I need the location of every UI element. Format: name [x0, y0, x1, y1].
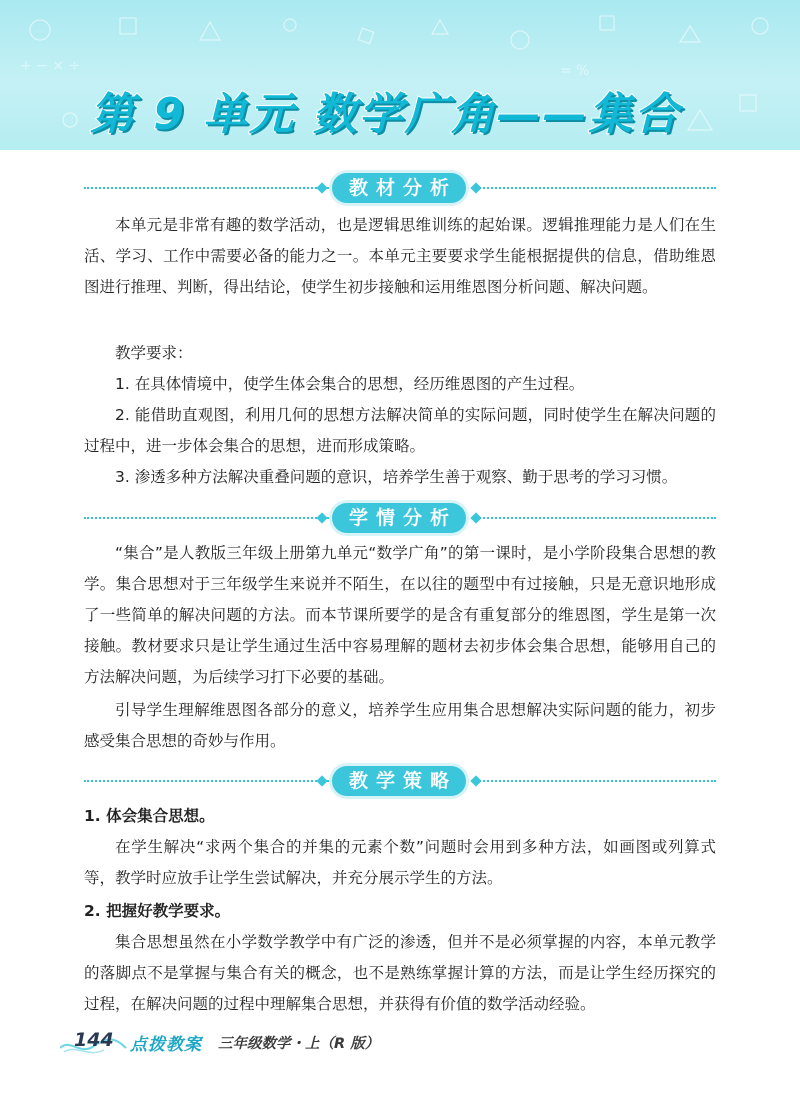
strategy-heading-2: 2. 把握好教学要求。: [84, 902, 231, 920]
section-title-student-analysis: 学情分析: [332, 503, 466, 533]
requirement-item-2: 2. 能借助直观图，利用几何的思想方法解决简单的实际问题，同时使学生在解决问题的过程中，进一步体会集合的思想，进而形成策略。: [84, 406, 716, 455]
section-header-teaching-strategy: [84, 766, 716, 796]
strategy-heading-1: 1. 体会集合思想。: [84, 807, 215, 825]
book-info: 三年级数学・上（R 版）: [218, 1036, 380, 1052]
requirement-item-1: 1. 在具体情境中，使学生体会集合的思想，经历维恩图的产生过程。: [115, 375, 585, 393]
student-analysis-paragraph-1: “集合”是人教版三年级上册第九单元“数学广角”的第一课时，是小学阶段集合思想的教学。集合思想对于三年级学生来说并不陌生，在以往的题型中有过接触，只是无意识地形成了一些简单的解决问题的方法。而本节课所要学的是含有重复部分的维恩图，学生是第一次接触。教材要求只是让学生通过生活中容易理解的题材去初步体会集合思想，能够用自己的方法解决问题，为后续学习打下必要的基础。: [84, 544, 716, 686]
page-number: 144: [74, 1029, 114, 1051]
section-header-textbook-analysis: [84, 173, 716, 203]
section-header-student-analysis: [84, 503, 716, 533]
student-analysis-paragraph-2: 引导学生理解维恩图各部分的意义，培养学生应用集合思想解决实际问题的能力，初步感受集合思想的奇妙与作用。: [84, 701, 716, 750]
section-title-textbook-analysis: 教材分析: [332, 173, 466, 203]
unit-banner: [0, 0, 800, 150]
strategy-body-2: 集合思想虽然在小学数学教学中有广泛的渗透，但并不是必须掌握的内容，本单元教学的落脚点不是掌握与集合有关的概念，也不是熟练掌握计算的方法，而是让学生经历探究的过程，在解决问题的过程中理解集合思想，并获得有价值的数学活动经验。: [84, 933, 716, 1013]
strategy-body-1: 在学生解决“求两个集合的并集的元素个数”问题时会用到多种方法，如画图或列算式等，教学时应放手让学生尝试解决，并充分展示学生的方法。: [84, 838, 716, 887]
section-title-teaching-strategy: 教学策略: [332, 766, 466, 796]
svg-text:= %: = %: [560, 63, 590, 79]
brand-logo-text: 点拨教案: [130, 1035, 202, 1055]
svg-text:+ − × ÷: + − × ÷: [20, 58, 81, 74]
unit-title: 第 9 单元 数学广角——集合: [90, 89, 681, 140]
textbook-analysis-intro: 本单元是非常有趣的数学活动，也是逻辑思维训练的起始课。逻辑推理能力是人们在生活、学习、工作中需要必备的能力之一。本单元主要要求学生能根据提供的信息，借助维恩图进行推理、判断，得出结论，使学生初步接触和运用维恩图分析问题、解决问题。: [84, 216, 716, 296]
page-footer: [60, 1028, 460, 1054]
requirement-item-3: 3. 渗透多种方法解决重叠问题的意识，培养学生善于观察、勤于思考的学习习惯。: [115, 468, 678, 486]
requirements-label: 教学要求：: [115, 344, 193, 362]
